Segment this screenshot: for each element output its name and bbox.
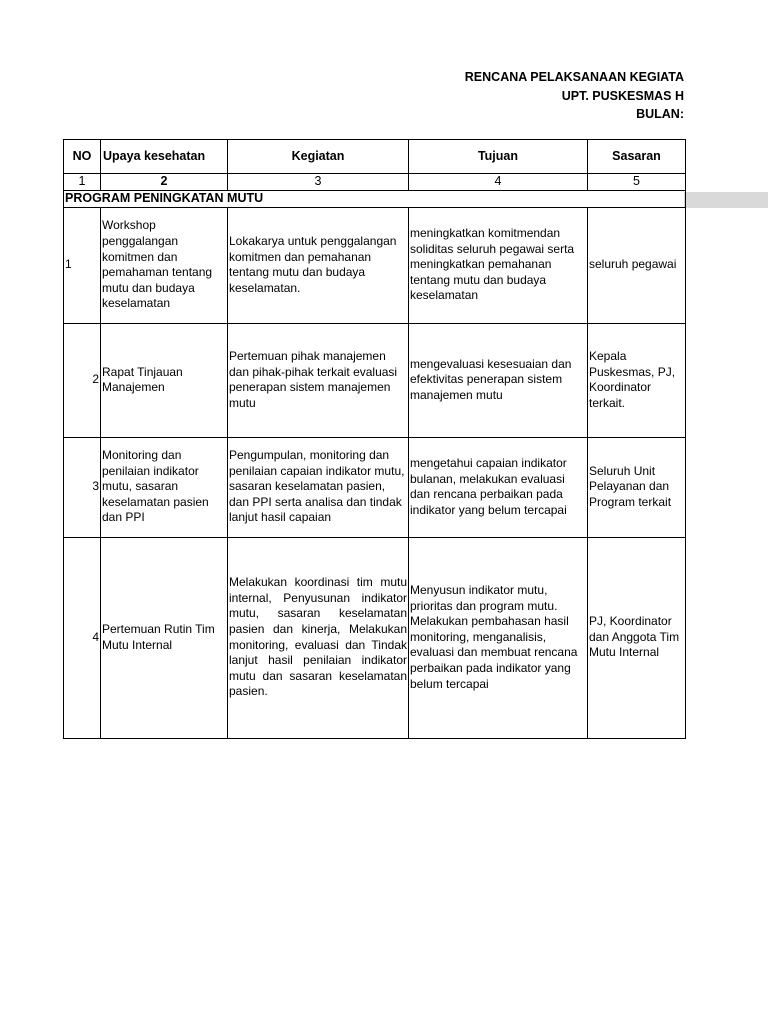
cell-tujuan: Menyusun indikator mutu, prioritas dan program mutu. Melakukan pembahasan hasil monitoring, menganalisis, evaluasi dan membuat rencana perbaikan pada indikator yang belum tercapai xyxy=(409,537,588,738)
table-row xyxy=(64,207,686,323)
cell-sasaran: Kepala Puskesmas, PJ, Koordinator terkait. xyxy=(588,323,686,437)
table-header-row xyxy=(64,140,686,174)
col-header-upaya: Upaya kesehatan xyxy=(101,140,228,174)
col-header-sasaran: Sasaran xyxy=(588,140,686,174)
document-subtitle: UPT. PUSKESMAS H xyxy=(561,89,684,103)
col-number-5: 5 xyxy=(588,174,686,191)
cell-tujuan: meningkatkan komitmendan soliditas seluruh pegawai serta meningkatkan pemahanan tentang mutu dan budaya keselamatan xyxy=(409,207,588,323)
cell-kegiatan: Pertemuan pihak manajemen dan pihak-pihak terkait evaluasi penerapan sistem manajemen mutu xyxy=(228,323,409,437)
column-number-row xyxy=(64,174,686,191)
document-period: BULAN: xyxy=(636,107,684,121)
col-number-3: 3 xyxy=(228,174,409,191)
document-title: RENCANA PELAKSANAAN KEGIATA xyxy=(464,70,684,84)
table-row xyxy=(64,437,686,537)
row-number: 2 xyxy=(64,323,101,437)
cell-upaya: Workshop penggalangan komitmen dan pemahaman tentang mutu dan budaya keselamatan xyxy=(101,207,228,323)
activity-plan-table xyxy=(63,139,686,739)
cell-upaya: Pertemuan Rutin Tim Mutu Internal xyxy=(101,537,228,738)
col-number-1: 1 xyxy=(64,174,101,191)
table-row xyxy=(64,537,686,738)
cell-sasaran: Seluruh Unit Pelayanan dan Program terkait xyxy=(588,437,686,537)
cell-sasaran: seluruh pegawai xyxy=(588,207,686,323)
row-number: 3 xyxy=(64,437,101,537)
row-number: 4 xyxy=(64,537,101,738)
cell-kegiatan: Melakukan koordinasi tim mutu internal, Penyusunan indikator mutu, sasaran keselamatan pasien dan kinerja, Melakukan monitoring, evaluasi dan Tindak lanjut hasil penilaian indikator mutu dan sasaran keselamatan pasien. xyxy=(228,537,409,738)
col-header-kegiatan: Kegiatan xyxy=(228,140,409,174)
col-header-tujuan: Tujuan xyxy=(409,140,588,174)
cell-sasaran: PJ, Koordinator dan Anggota Tim Mutu Internal xyxy=(588,537,686,738)
cell-tujuan: mengevaluasi kesesuaian dan efektivitas penerapan sistem manajemen mutu xyxy=(409,323,588,437)
row-number: 1 xyxy=(64,207,101,323)
column-overflow-band xyxy=(684,192,768,208)
section-title: PROGRAM PENINGKATAN MUTU xyxy=(64,190,686,207)
col-number-2: 2 xyxy=(101,174,228,191)
cell-tujuan: mengetahui capaian indikator bulanan, melakukan evaluasi dan rencana perbaikan pada indikator yang belum tercapai xyxy=(409,437,588,537)
cell-upaya: Monitoring dan penilaian indikator mutu, sasaran keselamatan pasien dan PPI xyxy=(101,437,228,537)
cell-upaya: Rapat Tinjauan Manajemen xyxy=(101,323,228,437)
table-row xyxy=(64,323,686,437)
section-row xyxy=(64,190,686,207)
col-number-4: 4 xyxy=(409,174,588,191)
cell-kegiatan: Pengumpulan, monitoring dan penilaian capaian indikator mutu, sasaran keselamatan pasien, dan PPI serta analisa dan tindak lanjut hasil capaian xyxy=(228,437,409,537)
cell-kegiatan: Lokakarya untuk penggalangan komitmen dan pemahanan tentang mutu dan budaya keselamatan. xyxy=(228,207,409,323)
col-header-no: NO xyxy=(64,140,101,174)
